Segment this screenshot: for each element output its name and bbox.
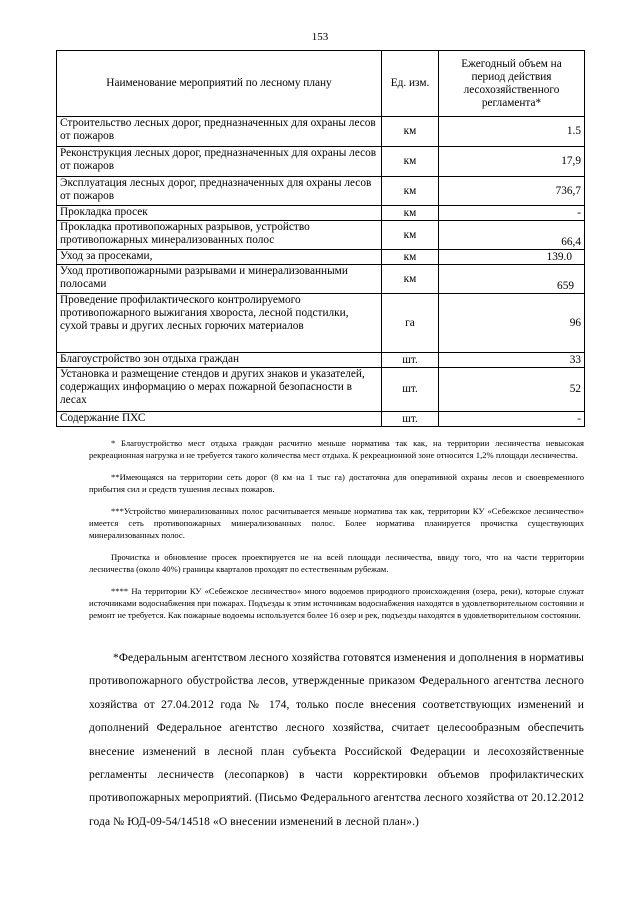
footnote-roads: **Имеющаяся на территории сеть дорог (8 км на 1 тыс га) достаточна для оперативной охраны лесов и своевременного прибытия сил и средств тушения лесных пожаров. <box>89 472 584 494</box>
header-annual-volume: Ежегодный объем на период действия лесохозяйственного регламента* <box>439 51 585 117</box>
row-volume: 736,7 <box>439 177 585 206</box>
row-volume: - <box>439 206 585 221</box>
row-volume: 66,4 <box>439 221 585 250</box>
footnote-mineralized-strips: ***Устройство минерализованных полос расчитывается меньше норматива так как, территории КУ «Себежское лесничество» имеется сеть противопожарных минерализованных полос. Более норматива планируется прочистка существующих минерализованных полос. <box>89 506 584 540</box>
row-name: Эксплуатация лесных дорог, предназначенных для охраны лесов от пожаров <box>57 177 382 206</box>
row-name: Проведение профилактического контролируемого противопожарного выжигания хвороста, лесной подстилки, сухой травы и других лесных горючих материалов <box>57 294 382 353</box>
footnote-recreation: * Благоустройство мест отдыха граждан расчитно меньше норматива так как, на территории лесничества невысокая рекреационная нагрузка и не требуется такого количества мест отдыха. К рекреационной зоне относится 1,2% площади лесничества. <box>89 438 584 460</box>
row-unit: шт. <box>382 368 439 412</box>
table-row <box>57 117 585 147</box>
footnote-water-bodies: **** На территории КУ «Себежское лесничество» много водоемов природного происхождения (озера, реки), которые служат источниками водоснабжения при пожарах. Подъезды к этим источникам водоснабжения находятся в удовлетворительном состоянии и ремонт не требуется. Как пожарные водоемы используется более 16 озер и рек, подъезды находятся в удовлетворительном состоянии. <box>89 586 584 620</box>
table-row <box>57 368 585 412</box>
row-name: Прокладка противопожарных разрывов, устройство противопожарных минерализованных полос <box>57 221 382 250</box>
row-volume: 17,9 <box>439 147 585 177</box>
table-header-row <box>57 51 585 117</box>
forest-plan-table <box>56 50 585 427</box>
row-name: Уход противопожарными разрывами и минерализованными полосами <box>57 265 382 294</box>
row-volume: 33 <box>439 353 585 368</box>
row-volume: 96 <box>439 294 585 353</box>
table-row <box>57 294 585 353</box>
row-name: Строительство лесных дорог, предназначенных для охраны лесов от пожаров <box>57 117 382 147</box>
row-name: Благоустройство зон отдыха граждан <box>57 353 382 368</box>
row-unit: км <box>382 117 439 147</box>
row-name: Установка и размещение стендов и других знаков и указателей, содержащих информацию о мерах пожарной безопасности в лесах <box>57 368 382 412</box>
row-volume: 1.5 <box>439 117 585 147</box>
row-name: Реконструкция лесных дорог, предназначенных для охраны лесов от пожаров <box>57 147 382 177</box>
federal-agency-note: *Федеральным агентством лесного хозяйства готовятся изменения и дополнения в нормативы противопожарного обустройства лесов, утвержденные приказом Федерального агентства лесного хозяйства от 27.04.2012 года № 174, только после внесения соответствующих изменений и дополнений Федеральное агентство лесного хозяйства, считает целесообразным обеспечить внесение изменений в лесной план субъекта Российской Федерации и лесохозяйственные регламенты лесничеств (лесопарков) в части корректировки объемов профилактических противопожарных мероприятий. (Письмо Федерального агентства лесного хозяйства от 20.12.2012 года № ЮД-09-54/14518 «О внесении изменений в лесной план».) <box>89 652 584 828</box>
row-volume: 52 <box>439 368 585 412</box>
table-row <box>57 353 585 368</box>
row-unit: км <box>382 177 439 206</box>
row-unit: км <box>382 206 439 221</box>
footnote-clearings: Прочистка и обновление просек проектируется не на всей площади лесничества, ввиду того, что на части территории лесничества (около 40%) границы кварталов проходят по естественным рубежам. <box>89 552 584 574</box>
table-row <box>57 265 585 294</box>
row-unit: км <box>382 147 439 177</box>
row-unit: км <box>382 221 439 250</box>
row-name: Прокладка просек <box>57 206 382 221</box>
row-unit: км <box>382 265 439 294</box>
row-volume: 659 <box>439 265 585 294</box>
row-volume: 139.0 <box>439 250 585 265</box>
table-row <box>57 206 585 221</box>
footnotes <box>89 437 584 631</box>
row-unit: шт. <box>382 412 439 427</box>
page-number: 153 <box>311 31 329 43</box>
table-row <box>57 147 585 177</box>
table-row <box>57 221 585 250</box>
row-unit: км <box>382 250 439 265</box>
table-row <box>57 250 585 265</box>
table-row <box>57 412 585 427</box>
row-name: Уход за просеками, <box>57 250 382 265</box>
header-unit: Ед. изм. <box>382 51 439 117</box>
row-volume: - <box>439 412 585 427</box>
table-row <box>57 177 585 206</box>
row-unit: шт. <box>382 353 439 368</box>
row-unit: га <box>382 294 439 353</box>
header-activity-name: Наименование мероприятий по лесному плану <box>57 51 382 117</box>
row-name: Содержание ПХС <box>57 412 382 427</box>
